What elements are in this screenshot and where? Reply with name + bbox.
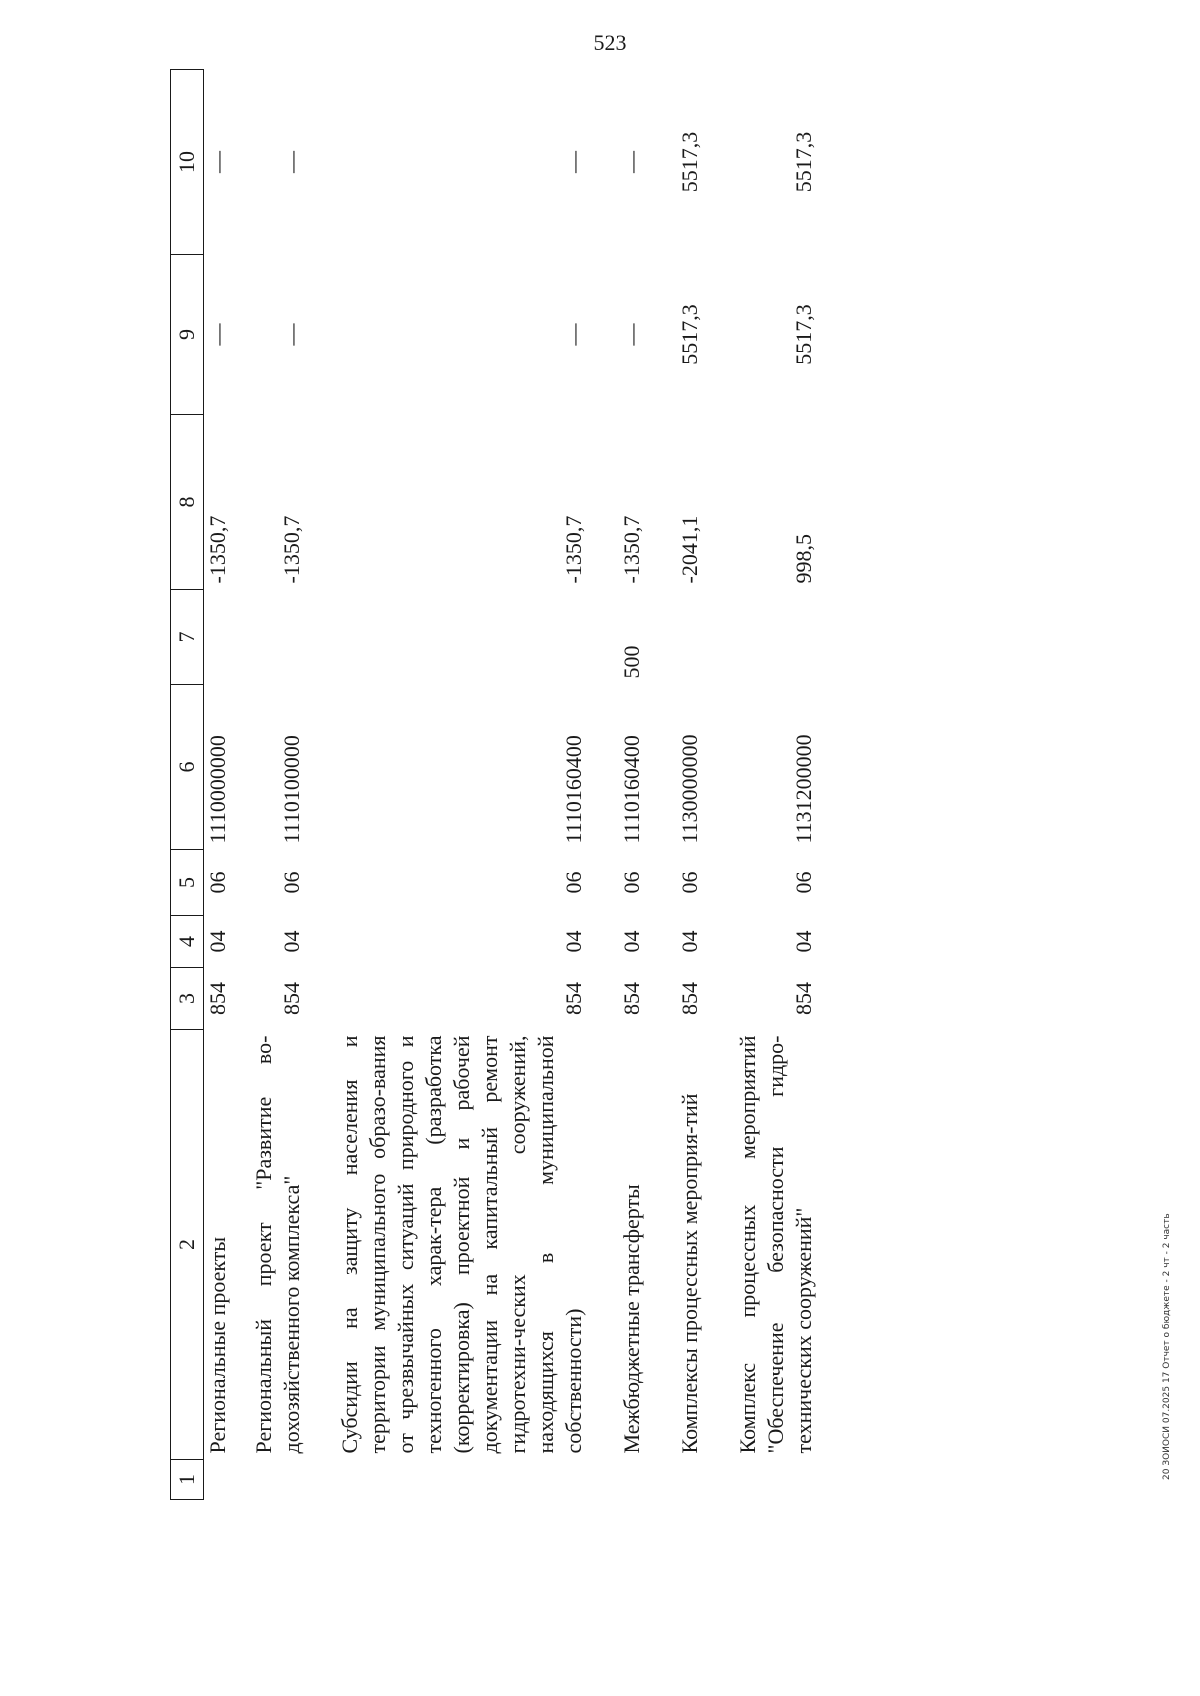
cell-c5: 06 bbox=[205, 871, 230, 894]
cell-c7: 500 bbox=[619, 645, 644, 679]
cell-c10: — bbox=[561, 151, 586, 173]
header-col-6: 6 bbox=[171, 685, 204, 850]
cell-c6: 1130000000 bbox=[677, 734, 702, 844]
cell-c3: 854 bbox=[791, 982, 816, 1015]
table-row bbox=[250, 70, 336, 1500]
cell-c10: 5517,3 bbox=[791, 131, 816, 193]
cell-c9: 5517,3 bbox=[677, 304, 702, 365]
cell-c5: 06 bbox=[279, 871, 304, 894]
cell-c3: 854 bbox=[677, 982, 702, 1015]
row-name: Региональные проекты bbox=[205, 1236, 230, 1454]
budget-table bbox=[170, 69, 848, 1500]
cell-c9: — bbox=[561, 323, 586, 346]
rotated-table-container bbox=[170, 70, 960, 1500]
row-name: Комплексы процессных мероприя-тий bbox=[677, 1093, 702, 1454]
cell-c5: 06 bbox=[791, 871, 816, 894]
table-row bbox=[734, 70, 848, 1500]
header-col-7: 7 bbox=[171, 590, 204, 685]
row-name: Комплекс процессных мероприятий "Обеспечение безопасности гидро-технических сооружений" bbox=[735, 1035, 816, 1454]
cell-c7 bbox=[204, 590, 251, 685]
cell-c6: 1110000000 bbox=[205, 735, 230, 844]
table-row bbox=[336, 70, 618, 1500]
cell-c4: 04 bbox=[279, 930, 304, 953]
cell-c10: — bbox=[205, 151, 230, 173]
cell-c9: — bbox=[205, 323, 230, 346]
cell-c8: -1350,7 bbox=[619, 515, 644, 584]
cell-c3: 854 bbox=[279, 982, 304, 1015]
header-col-9: 9 bbox=[171, 255, 204, 415]
header-col-10: 10 bbox=[171, 70, 204, 255]
header-col-2: 2 bbox=[171, 1030, 204, 1460]
cell-c3: 854 bbox=[619, 982, 644, 1015]
cell-c7 bbox=[676, 590, 734, 685]
cell-c9: 5517,3 bbox=[791, 304, 816, 365]
header-col-5: 5 bbox=[171, 850, 204, 916]
row-name: Региональный проект "Развитие во-дохозяйственного комплекса" bbox=[251, 1035, 304, 1454]
table-row bbox=[204, 70, 251, 1500]
cell-c4: 04 bbox=[677, 930, 702, 953]
page-number: 523 bbox=[593, 30, 627, 55]
cell-c4: 04 bbox=[791, 930, 816, 953]
cell-c5: 06 bbox=[677, 871, 702, 894]
row-name: Субсидии на защиту населения и территории муниципального образо-вания от чрезвычайных ситуаций природного и техногенного харак-тера (разработка (корректировка) проектной и рабочей документации на капитальный ремонт гидротехни-ческих сооружений, находящихся в муниципальной собственности) bbox=[337, 1035, 586, 1454]
cell-c10: 5517,3 bbox=[677, 131, 702, 193]
table-row bbox=[676, 70, 734, 1500]
cell-c7 bbox=[734, 590, 848, 685]
cell-c9: — bbox=[279, 323, 304, 346]
header-col-3: 3 bbox=[171, 968, 204, 1030]
cell-c6: 1110100000 bbox=[279, 735, 304, 844]
table-row bbox=[618, 70, 676, 1500]
cell-c4: 04 bbox=[205, 930, 230, 953]
cell-c10: — bbox=[279, 151, 304, 173]
cell-c7 bbox=[250, 590, 336, 685]
header-col-4: 4 bbox=[171, 916, 204, 968]
row-name: Межбюджетные трансферты bbox=[619, 1184, 644, 1454]
cell-c8: -1350,7 bbox=[279, 515, 304, 584]
header-row bbox=[171, 70, 204, 1500]
cell-c6: 1110160400 bbox=[561, 735, 586, 844]
cell-c4: 04 bbox=[619, 930, 644, 953]
cell-c6: 1110160400 bbox=[619, 735, 644, 844]
cell-c10: — bbox=[619, 151, 644, 173]
cell-c3: 854 bbox=[205, 982, 230, 1015]
cell-c4: 04 bbox=[561, 930, 586, 953]
cell-c6: 1131200000 bbox=[791, 734, 816, 844]
cell-c8: -1350,7 bbox=[561, 515, 586, 584]
cell-c5: 06 bbox=[619, 871, 644, 894]
cell-c8: -1350,7 bbox=[205, 515, 230, 584]
header-col-1: 1 bbox=[171, 1460, 204, 1500]
cell-c5: 06 bbox=[561, 871, 586, 894]
cell-c7 bbox=[336, 590, 618, 685]
cell-c9: — bbox=[619, 323, 644, 346]
cell-c8: 998,5 bbox=[791, 534, 816, 584]
cell-c3: 854 bbox=[561, 982, 586, 1015]
cell-c8: -2041,1 bbox=[677, 515, 702, 584]
header-col-8: 8 bbox=[171, 415, 204, 590]
footer-note: 20 ЗОИОСИ 07.2025 17 Отчет о бюджете - 2 чт - 2 часть bbox=[1162, 1213, 1172, 1480]
